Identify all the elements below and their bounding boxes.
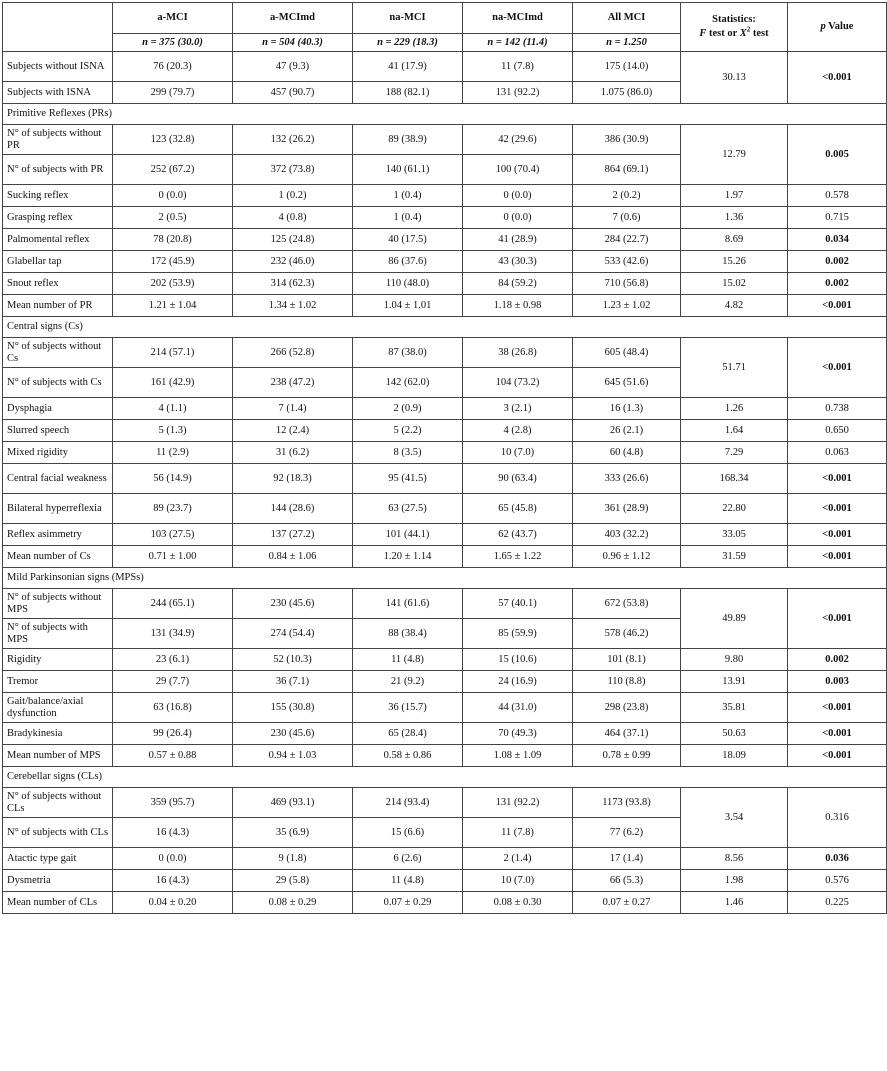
statistic-cell: 15.26 — [681, 251, 788, 273]
table-row — [3, 848, 887, 870]
value-cell: 63 (16.8) — [113, 693, 233, 723]
value-cell: 361 (28.9) — [573, 494, 681, 524]
value-cell: 214 (57.1) — [113, 338, 233, 368]
value-cell: 2 (0.9) — [353, 398, 463, 420]
row-label: Glabellar tap — [3, 251, 113, 273]
value-cell: 533 (42.6) — [573, 251, 681, 273]
value-cell: 1.04 ± 1.01 — [353, 295, 463, 317]
value-cell: 76 (20.3) — [113, 52, 233, 82]
value-cell: 16 (1.3) — [573, 398, 681, 420]
p-value-cell: 0.225 — [788, 892, 887, 914]
statistic-cell: 13.91 — [681, 671, 788, 693]
value-cell: 214 (93.4) — [353, 788, 463, 818]
row-label: Bilateral hyperreflexia — [3, 494, 113, 524]
value-cell: 299 (79.7) — [113, 82, 233, 104]
row-label: N° of subjects without MPS — [3, 589, 113, 619]
p-value-cell: 0.063 — [788, 442, 887, 464]
value-cell: 230 (45.6) — [233, 723, 353, 745]
p-value-cell: <0.001 — [788, 589, 887, 649]
value-cell: 17 (1.4) — [573, 848, 681, 870]
p-value-cell: 0.738 — [788, 398, 887, 420]
value-cell: 11 (4.8) — [353, 649, 463, 671]
statistics-header-f: F — [699, 28, 707, 39]
value-cell: 298 (23.8) — [573, 693, 681, 723]
p-value-cell: 0.650 — [788, 420, 887, 442]
value-cell: 4 (0.8) — [233, 207, 353, 229]
table-row — [3, 494, 887, 524]
value-cell: 90 (63.4) — [463, 464, 573, 494]
statistic-cell: 1.64 — [681, 420, 788, 442]
value-cell: 43 (30.3) — [463, 251, 573, 273]
value-cell: 457 (90.7) — [233, 82, 353, 104]
section-header-row — [3, 767, 887, 788]
row-label: N° of subjects without Cs — [3, 338, 113, 368]
value-cell: 66 (5.3) — [573, 870, 681, 892]
value-cell: 11 (7.8) — [463, 52, 573, 82]
value-cell: 1 (0.4) — [353, 185, 463, 207]
p-value-cell: 0.578 — [788, 185, 887, 207]
row-label: Atactic type gait — [3, 848, 113, 870]
value-cell: 175 (14.0) — [573, 52, 681, 82]
group-header: a-MCImd — [233, 3, 353, 34]
value-cell: 36 (7.1) — [233, 671, 353, 693]
value-cell: 35 (6.9) — [233, 818, 353, 848]
value-cell: 144 (28.6) — [233, 494, 353, 524]
value-cell: 230 (45.6) — [233, 589, 353, 619]
section-header-row — [3, 317, 887, 338]
value-cell: 4 (2.8) — [463, 420, 573, 442]
table-row — [3, 251, 887, 273]
value-cell: 52 (10.3) — [233, 649, 353, 671]
p-value-cell: <0.001 — [788, 745, 887, 767]
value-cell: 188 (82.1) — [353, 82, 463, 104]
row-label: N° of subjects without PR — [3, 125, 113, 155]
value-cell: 131 (92.2) — [463, 788, 573, 818]
value-cell: 0.04 ± 0.20 — [113, 892, 233, 914]
value-cell: 1.65 ± 1.22 — [463, 546, 573, 568]
value-cell: 605 (48.4) — [573, 338, 681, 368]
p-value-cell: <0.001 — [788, 338, 887, 398]
value-cell: 0.71 ± 1.00 — [113, 546, 233, 568]
value-cell: 0.94 ± 1.03 — [233, 745, 353, 767]
row-label: Gait/balance/axial dysfunction — [3, 693, 113, 723]
row-label: Mean number of Cs — [3, 546, 113, 568]
table-row — [3, 125, 887, 155]
value-cell: 244 (65.1) — [113, 589, 233, 619]
table-row — [3, 420, 887, 442]
p-value-cell: <0.001 — [788, 524, 887, 546]
row-label: Mean number of MPS — [3, 745, 113, 767]
value-cell: 8 (3.5) — [353, 442, 463, 464]
value-cell: 1.18 ± 0.98 — [463, 295, 573, 317]
value-cell: 63 (27.5) — [353, 494, 463, 524]
header-row-groups — [3, 3, 887, 34]
value-cell: 140 (61.1) — [353, 155, 463, 185]
row-label: Grasping reflex — [3, 207, 113, 229]
statistic-cell: 18.09 — [681, 745, 788, 767]
table-row — [3, 589, 887, 619]
section-title: Primitive Reflexes (PRs) — [3, 104, 887, 125]
table-row — [3, 295, 887, 317]
row-label: Bradykinesia — [3, 723, 113, 745]
value-cell: 92 (18.3) — [233, 464, 353, 494]
table-row — [3, 273, 887, 295]
value-cell: 47 (9.3) — [233, 52, 353, 82]
statistic-cell: 50.63 — [681, 723, 788, 745]
value-cell: 161 (42.9) — [113, 368, 233, 398]
section-title: Central signs (Cs) — [3, 317, 887, 338]
table-row — [3, 185, 887, 207]
statistic-cell: 168.34 — [681, 464, 788, 494]
value-cell: 84 (59.2) — [463, 273, 573, 295]
row-label: Reflex asimmetry — [3, 524, 113, 546]
row-label: Mean number of PR — [3, 295, 113, 317]
table-row — [3, 229, 887, 251]
row-label: Mixed rigidity — [3, 442, 113, 464]
statistics-header-line1: Statistics: — [712, 14, 756, 25]
group-n: n = 504 (40.3) — [233, 34, 353, 52]
table-row — [3, 870, 887, 892]
value-cell: 386 (30.9) — [573, 125, 681, 155]
row-label: Slurred speech — [3, 420, 113, 442]
value-cell: 11 (2.9) — [113, 442, 233, 464]
section-header-row — [3, 568, 887, 589]
statistic-cell: 1.46 — [681, 892, 788, 914]
value-cell: 100 (70.4) — [463, 155, 573, 185]
value-cell: 141 (61.6) — [353, 589, 463, 619]
row-label: N° of subjects with MPS — [3, 619, 113, 649]
value-cell: 0.58 ± 0.86 — [353, 745, 463, 767]
value-cell: 232 (46.0) — [233, 251, 353, 273]
p-value-cell: 0.316 — [788, 788, 887, 848]
value-cell: 101 (44.1) — [353, 524, 463, 546]
value-cell: 29 (5.8) — [233, 870, 353, 892]
group-n: n = 1.250 — [573, 34, 681, 52]
value-cell: 60 (4.8) — [573, 442, 681, 464]
value-cell: 0.08 ± 0.29 — [233, 892, 353, 914]
value-cell: 15 (6.6) — [353, 818, 463, 848]
value-cell: 104 (73.2) — [463, 368, 573, 398]
value-cell: 123 (32.8) — [113, 125, 233, 155]
section-title: Cerebellar signs (CLs) — [3, 767, 887, 788]
statistic-cell: 31.59 — [681, 546, 788, 568]
value-cell: 172 (45.9) — [113, 251, 233, 273]
value-cell: 464 (37.1) — [573, 723, 681, 745]
row-label: N° of subjects with CLs — [3, 818, 113, 848]
table-row — [3, 745, 887, 767]
value-cell: 40 (17.5) — [353, 229, 463, 251]
p-value-cell: <0.001 — [788, 494, 887, 524]
value-cell: 36 (15.7) — [353, 693, 463, 723]
value-cell: 266 (52.8) — [233, 338, 353, 368]
value-cell: 12 (2.4) — [233, 420, 353, 442]
value-cell: 16 (4.3) — [113, 818, 233, 848]
value-cell: 9 (1.8) — [233, 848, 353, 870]
value-cell: 65 (28.4) — [353, 723, 463, 745]
p-value-cell: 0.034 — [788, 229, 887, 251]
table-row — [3, 524, 887, 546]
value-cell: 0 (0.0) — [463, 185, 573, 207]
p-value-cell: 0.002 — [788, 273, 887, 295]
statistics-header-mid: test or — [706, 28, 740, 39]
statistic-cell: 9.80 — [681, 649, 788, 671]
value-cell: 7 (0.6) — [573, 207, 681, 229]
value-cell: 87 (38.0) — [353, 338, 463, 368]
value-cell: 6 (2.6) — [353, 848, 463, 870]
value-cell: 89 (23.7) — [113, 494, 233, 524]
header-corner-cell — [3, 3, 113, 52]
value-cell: 110 (48.0) — [353, 273, 463, 295]
table-row — [3, 892, 887, 914]
p-value-cell: <0.001 — [788, 723, 887, 745]
section-header-row — [3, 104, 887, 125]
value-cell: 131 (92.2) — [463, 82, 573, 104]
value-cell: 1.23 ± 1.02 — [573, 295, 681, 317]
row-label: Palmomental reflex — [3, 229, 113, 251]
value-cell: 1.21 ± 1.04 — [113, 295, 233, 317]
value-cell: 0 (0.0) — [113, 185, 233, 207]
statistic-cell: 1.26 — [681, 398, 788, 420]
value-cell: 2 (1.4) — [463, 848, 573, 870]
statistics-header — [681, 3, 788, 52]
value-cell: 42 (29.6) — [463, 125, 573, 155]
results-table — [2, 2, 887, 914]
value-cell: 2 (0.5) — [113, 207, 233, 229]
value-cell: 26 (2.1) — [573, 420, 681, 442]
value-cell: 137 (27.2) — [233, 524, 353, 546]
value-cell: 62 (43.7) — [463, 524, 573, 546]
section-title: Mild Parkinsonian signs (MPSs) — [3, 568, 887, 589]
value-cell: 1 (0.4) — [353, 207, 463, 229]
table-row — [3, 52, 887, 82]
group-n: n = 229 (18.3) — [353, 34, 463, 52]
group-n: n = 375 (30.0) — [113, 34, 233, 52]
p-value-cell: 0.003 — [788, 671, 887, 693]
value-cell: 1.34 ± 1.02 — [233, 295, 353, 317]
statistic-cell: 1.98 — [681, 870, 788, 892]
value-cell: 78 (20.8) — [113, 229, 233, 251]
value-cell: 1.08 ± 1.09 — [463, 745, 573, 767]
row-label: Rigidity — [3, 649, 113, 671]
value-cell: 710 (56.8) — [573, 273, 681, 295]
value-cell: 0.07 ± 0.27 — [573, 892, 681, 914]
table-row — [3, 693, 887, 723]
value-cell: 1173 (93.8) — [573, 788, 681, 818]
table-row — [3, 788, 887, 818]
value-cell: 15 (10.6) — [463, 649, 573, 671]
value-cell: 274 (54.4) — [233, 619, 353, 649]
value-cell: 29 (7.7) — [113, 671, 233, 693]
value-cell: 99 (26.4) — [113, 723, 233, 745]
statistic-cell: 8.56 — [681, 848, 788, 870]
value-cell: 21 (9.2) — [353, 671, 463, 693]
row-label: Dysphagia — [3, 398, 113, 420]
p-value-cell: <0.001 — [788, 546, 887, 568]
value-cell: 23 (6.1) — [113, 649, 233, 671]
table-row — [3, 207, 887, 229]
row-label: Dysmetria — [3, 870, 113, 892]
value-cell: 372 (73.8) — [233, 155, 353, 185]
group-n: n = 142 (11.4) — [463, 34, 573, 52]
group-header: All MCI — [573, 3, 681, 34]
value-cell: 314 (62.3) — [233, 273, 353, 295]
p-value-cell: 0.576 — [788, 870, 887, 892]
value-cell: 103 (27.5) — [113, 524, 233, 546]
statistic-cell: 7.29 — [681, 442, 788, 464]
statistic-cell: 49.89 — [681, 589, 788, 649]
statistic-cell: 8.69 — [681, 229, 788, 251]
p-value-cell: 0.715 — [788, 207, 887, 229]
value-cell: 41 (28.9) — [463, 229, 573, 251]
statistic-cell: 15.02 — [681, 273, 788, 295]
statistic-cell: 51.71 — [681, 338, 788, 398]
value-cell: 110 (8.8) — [573, 671, 681, 693]
value-cell: 85 (59.9) — [463, 619, 573, 649]
value-cell: 0 (0.0) — [463, 207, 573, 229]
table-row — [3, 649, 887, 671]
row-label: Tremor — [3, 671, 113, 693]
value-cell: 131 (34.9) — [113, 619, 233, 649]
value-cell: 0.84 ± 1.06 — [233, 546, 353, 568]
value-cell: 1 (0.2) — [233, 185, 353, 207]
value-cell: 24 (16.9) — [463, 671, 573, 693]
p-value-header-p: p — [820, 21, 826, 32]
value-cell: 202 (53.9) — [113, 273, 233, 295]
value-cell: 65 (45.8) — [463, 494, 573, 524]
value-cell: 252 (67.2) — [113, 155, 233, 185]
statistic-cell: 35.81 — [681, 693, 788, 723]
value-cell: 95 (41.5) — [353, 464, 463, 494]
value-cell: 10 (7.0) — [463, 442, 573, 464]
table-body — [3, 52, 887, 914]
value-cell: 5 (1.3) — [113, 420, 233, 442]
value-cell: 86 (37.6) — [353, 251, 463, 273]
statistics-header-x: X — [739, 28, 747, 39]
group-header: na-MCI — [353, 3, 463, 34]
row-label: Subjects with ISNA — [3, 82, 113, 104]
row-label: Snout reflex — [3, 273, 113, 295]
statistics-header-sup: 2 — [746, 25, 751, 34]
row-label: Central facial weakness — [3, 464, 113, 494]
value-cell: 70 (49.3) — [463, 723, 573, 745]
value-cell: 672 (53.8) — [573, 589, 681, 619]
group-header: na-MCImd — [463, 3, 573, 34]
value-cell: 125 (24.8) — [233, 229, 353, 251]
value-cell: 0.78 ± 0.99 — [573, 745, 681, 767]
value-cell: 11 (7.8) — [463, 818, 573, 848]
table-row — [3, 464, 887, 494]
row-label: N° of subjects without CLs — [3, 788, 113, 818]
p-value-cell: <0.001 — [788, 295, 887, 317]
value-cell: 2 (0.2) — [573, 185, 681, 207]
value-cell: 0.07 ± 0.29 — [353, 892, 463, 914]
p-value-cell: 0.036 — [788, 848, 887, 870]
value-cell: 44 (31.0) — [463, 693, 573, 723]
p-value-cell: 0.002 — [788, 251, 887, 273]
table-row — [3, 671, 887, 693]
group-header: a-MCI — [113, 3, 233, 34]
value-cell: 77 (6.2) — [573, 818, 681, 848]
value-cell: 333 (26.6) — [573, 464, 681, 494]
value-cell: 1.075 (86.0) — [573, 82, 681, 104]
value-cell: 10 (7.0) — [463, 870, 573, 892]
value-cell: 4 (1.1) — [113, 398, 233, 420]
value-cell: 41 (17.9) — [353, 52, 463, 82]
row-label: N° of subjects with PR — [3, 155, 113, 185]
value-cell: 3 (2.1) — [463, 398, 573, 420]
p-value-header — [788, 3, 887, 52]
statistic-cell: 4.82 — [681, 295, 788, 317]
row-label: Subjects without ISNA — [3, 52, 113, 82]
statistic-cell: 1.97 — [681, 185, 788, 207]
value-cell: 11 (4.8) — [353, 870, 463, 892]
statistic-cell: 12.79 — [681, 125, 788, 185]
value-cell: 31 (6.2) — [233, 442, 353, 464]
statistic-cell: 22.80 — [681, 494, 788, 524]
value-cell: 645 (51.6) — [573, 368, 681, 398]
p-value-cell: 0.005 — [788, 125, 887, 185]
value-cell: 0 (0.0) — [113, 848, 233, 870]
value-cell: 57 (40.1) — [463, 589, 573, 619]
value-cell: 56 (14.9) — [113, 464, 233, 494]
row-label: N° of subjects with Cs — [3, 368, 113, 398]
value-cell: 469 (93.1) — [233, 788, 353, 818]
statistics-header-end: test — [750, 28, 769, 39]
value-cell: 0.57 ± 0.88 — [113, 745, 233, 767]
table-row — [3, 338, 887, 368]
p-value-cell: <0.001 — [788, 464, 887, 494]
value-cell: 0.08 ± 0.30 — [463, 892, 573, 914]
value-cell: 864 (69.1) — [573, 155, 681, 185]
p-value-cell: <0.001 — [788, 52, 887, 104]
value-cell: 403 (32.2) — [573, 524, 681, 546]
table-row — [3, 546, 887, 568]
table-row — [3, 398, 887, 420]
value-cell: 1.20 ± 1.14 — [353, 546, 463, 568]
row-label: Sucking reflex — [3, 185, 113, 207]
p-value-cell: 0.002 — [788, 649, 887, 671]
value-cell: 238 (47.2) — [233, 368, 353, 398]
value-cell: 89 (38.9) — [353, 125, 463, 155]
table-row — [3, 442, 887, 464]
p-value-header-rest: Value — [825, 21, 854, 32]
value-cell: 155 (30.8) — [233, 693, 353, 723]
value-cell: 284 (22.7) — [573, 229, 681, 251]
row-label: Mean number of CLs — [3, 892, 113, 914]
statistic-cell: 33.05 — [681, 524, 788, 546]
value-cell: 88 (38.4) — [353, 619, 463, 649]
statistic-cell: 1.36 — [681, 207, 788, 229]
value-cell: 142 (62.0) — [353, 368, 463, 398]
value-cell: 0.96 ± 1.12 — [573, 546, 681, 568]
value-cell: 359 (95.7) — [113, 788, 233, 818]
table-row — [3, 723, 887, 745]
value-cell: 16 (4.3) — [113, 870, 233, 892]
value-cell: 5 (2.2) — [353, 420, 463, 442]
statistic-cell: 30.13 — [681, 52, 788, 104]
statistic-cell: 3.54 — [681, 788, 788, 848]
value-cell: 38 (26.8) — [463, 338, 573, 368]
value-cell: 132 (26.2) — [233, 125, 353, 155]
value-cell: 578 (46.2) — [573, 619, 681, 649]
value-cell: 101 (8.1) — [573, 649, 681, 671]
p-value-cell: <0.001 — [788, 693, 887, 723]
value-cell: 7 (1.4) — [233, 398, 353, 420]
